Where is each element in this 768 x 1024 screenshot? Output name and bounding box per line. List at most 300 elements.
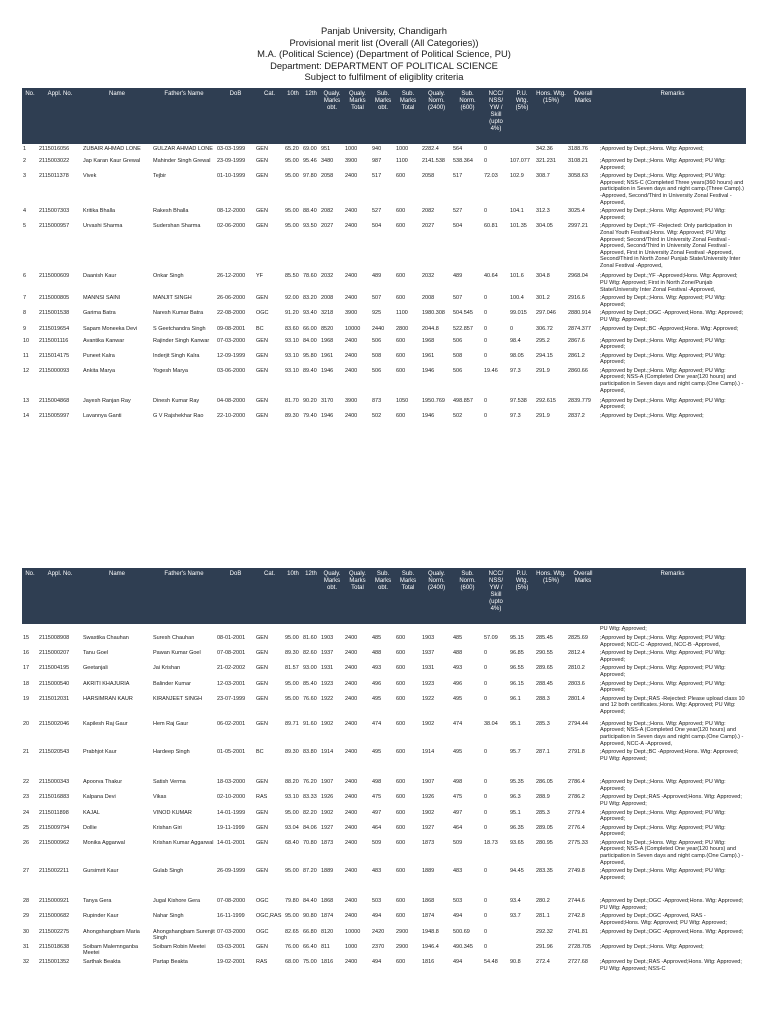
- cell-qualy-marks-total: 2400: [345, 665, 358, 672]
- cell-hons-wtg: 285.45: [536, 635, 553, 641]
- cell-overall-marks: 2810.2: [568, 665, 585, 672]
- cell-category: GEN: [256, 208, 268, 215]
- eligibility-note: Subject to fulfilment of eligiblity criteria: [304, 71, 464, 83]
- cell-sub-norm: 564: [453, 146, 463, 152]
- cell-dob: 04-08-2000: [217, 397, 246, 404]
- cell-father-name: Mahinder Singh Grewal: [153, 158, 211, 164]
- cell-dob: 22-08-2000: [217, 310, 246, 317]
- cell-qualy-marks-total: 2400: [345, 273, 358, 280]
- cell-hons-wtg: 287.1: [536, 749, 550, 756]
- cell-qualy-norm: 1816: [422, 959, 435, 965]
- column-header-remarks: Remarks: [599, 88, 746, 144]
- cell-hons-wtg: 291.9: [536, 413, 550, 420]
- cell-category: GEN: [256, 868, 268, 875]
- cell-qualy-marks-total: 2400: [345, 413, 358, 420]
- cell-qualy-marks-total: 2400: [345, 913, 358, 920]
- continuation-row: [22, 624, 746, 633]
- cell-marks-12th: 66.40: [303, 943, 317, 950]
- cell-marks-10th: 68.40: [285, 839, 299, 846]
- cell-appl-no: 2115020543: [39, 749, 70, 756]
- cell-category: GEN: [256, 367, 268, 374]
- cell-marks-12th: 82.20: [303, 809, 317, 816]
- cell-sub-marks-total: 2900: [396, 928, 409, 935]
- cell-no: 10: [23, 337, 30, 344]
- page-header: [0, 25, 768, 83]
- cell-pu-wtg: [509, 144, 535, 156]
- cell-remarks: ;Approved by Dept.;;Hons. Wtg: Approved; PU Wtg: Approved;: [600, 809, 726, 823]
- cell-qualy-marks-total: 2400: [345, 295, 358, 302]
- cell-sub-norm: 506: [453, 367, 463, 374]
- cell-qualy-marks-total: 2400: [345, 824, 358, 831]
- cell-sub-marks-obt: 517: [372, 173, 382, 180]
- table-row: [22, 366, 746, 396]
- cell-qualy-marks-obt: 1889: [321, 868, 334, 875]
- course-name: M.A. (Political Science) (Department of Political Science, PU): [257, 48, 511, 60]
- cell-no: 2: [23, 158, 27, 164]
- cell-no: 1: [23, 146, 27, 152]
- cell-overall-marks: 2997.21: [568, 223, 588, 230]
- cell-no: 6: [23, 273, 27, 280]
- cell-name: ZUBAIR AHMAD LONE: [83, 146, 141, 152]
- cell-marks-12th: 93.00: [303, 665, 317, 672]
- cell-ncc-nss-yw-skill: 0: [484, 397, 488, 404]
- cell-dob: 03-03-2001: [217, 943, 246, 950]
- column-header-qualy-marks-obt: Qualy. Marks obt.: [320, 568, 344, 624]
- cell-sub-norm: 509: [453, 839, 463, 846]
- cell-hons-wtg: 285.3: [536, 809, 550, 816]
- cell-appl-no: 2115016883: [39, 794, 70, 801]
- cell-overall-marks: 2786.2: [568, 794, 585, 801]
- cell-marks-10th: 93.10: [285, 794, 299, 801]
- cell-sub-marks-total: 600: [396, 650, 406, 657]
- cell-no: 21: [23, 749, 30, 756]
- cell-qualy-marks-total: 1000: [345, 146, 358, 152]
- cell-marks-10th: 95.00: [285, 680, 299, 687]
- cell-qualy-norm: 1968: [422, 337, 435, 344]
- cell-sub-marks-total: 600: [396, 367, 406, 374]
- table-row: [22, 942, 746, 957]
- cell-remarks: ;Approved by Dept.;YF -Rejected: Only participation in Zonal Youth Festival;Hons. Wtg: Approved; PU Wtg: Approved; Second/Third in University Zonal Festival -Approved, Second/Third in University Zonal Festival -Approved, First in University Zonal Festival -Approved, Second/Third in North Zone/ Punjab State/University Inter Zonal Festival -Approved,: [600, 223, 741, 269]
- cell-pu-wtg: 100.4: [510, 295, 524, 302]
- cell-overall-marks: 2742.8: [568, 913, 585, 920]
- cell-name: Ahongshangbam Maria: [83, 928, 140, 935]
- cell-name: Urvashi Sharma: [83, 223, 123, 230]
- cell-pu-wtg: 97.538: [510, 397, 527, 404]
- cell-qualy-marks-obt: 1923: [321, 680, 334, 687]
- cell-dob: 08-12-2000: [217, 208, 246, 215]
- cell-qualy-norm: 2141.538: [422, 158, 445, 164]
- cell-name: Kritika Bhalla: [83, 208, 116, 215]
- cell-dob: 18-03-2000: [217, 779, 246, 786]
- cell-appl-no: 2115000540: [39, 680, 70, 687]
- merit-table-page-1: [22, 88, 746, 423]
- cell-sub-marks-obt: 495: [372, 695, 382, 702]
- cell-hons-wtg: 297.046: [536, 310, 556, 317]
- column-header-no: No.: [22, 88, 38, 144]
- table-row: [22, 694, 746, 719]
- cell-appl-no: 2115007303: [39, 208, 70, 215]
- cell-sub-norm: 504: [453, 223, 463, 230]
- cell-marks-10th: 95.00: [285, 173, 299, 180]
- cell-appl-no: 2115011378: [39, 173, 69, 180]
- cell-qualy-marks-obt: 1937: [321, 650, 334, 657]
- table-row: [22, 324, 746, 336]
- table-row: [22, 293, 746, 308]
- cell-dob: 07-03-2000: [217, 928, 246, 935]
- cell-father-name: MANJIT SINGH: [153, 295, 192, 302]
- cell-sub-norm: 493: [453, 665, 463, 672]
- column-header-category: Cat.: [255, 568, 284, 624]
- cell-ncc-nss-yw-skill: 18.73: [484, 839, 498, 846]
- cell-pu-wtg: 95.15: [510, 635, 524, 641]
- cell-dob: 07-08-2001: [217, 650, 246, 657]
- cell-sub-norm: 464: [453, 824, 463, 831]
- cell-hons-wtg: 304.05: [536, 223, 553, 230]
- cell-appl-no: 2115000343: [39, 779, 70, 786]
- table-row: [22, 271, 746, 293]
- cell-no: 3: [23, 173, 27, 180]
- cell-pu-wtg: 102.9: [510, 173, 524, 180]
- cell-remarks: ;Approved by Dept.;;Hons. Wtg: Approved; PU Wtg: Approved; NCC-C -Approved, NCC-B -Approved,: [600, 635, 726, 648]
- cell-marks-10th: 76.00: [285, 943, 299, 950]
- cell-qualy-marks-total: 2400: [345, 367, 358, 374]
- cell-sub-norm: 483: [453, 868, 463, 875]
- cell-ncc-nss-yw-skill: 19.46: [484, 367, 498, 374]
- cell-qualy-marks-obt: 1968: [321, 337, 334, 344]
- cell-sub-marks-total: 600: [396, 824, 406, 831]
- cell-ncc-nss-yw-skill: 0: [484, 695, 488, 702]
- cell-remarks: ;Approved by Dept.;OGC -Approved;Hons. Wtg: Approved; PU Wtg: Approved;: [600, 310, 744, 323]
- cell-sub-norm: 474: [453, 720, 463, 727]
- cell-qualy-marks-total: 10000: [345, 325, 361, 332]
- cell-father-name: Ahongshangbam Surenjit Singh: [153, 928, 215, 942]
- cell-no: 25: [23, 824, 30, 831]
- cell-overall-marks: 2727.68: [568, 959, 588, 965]
- cell-sub-marks-total: 600: [396, 868, 406, 875]
- cell-no: 29: [23, 913, 30, 920]
- cell-overall-marks: 2825.69: [568, 635, 588, 641]
- cell-name: Soibam Malemnganba Meetei: [83, 943, 139, 957]
- table-row: [22, 206, 746, 221]
- cell-marks-12th: 66.00: [303, 325, 317, 332]
- cell-dob: 01-05-2001: [217, 749, 246, 756]
- cell-hons-wtg: 308.7: [536, 173, 550, 180]
- cell-overall-marks: 2779.4: [568, 809, 585, 816]
- cell-name: Swastika Chauhan: [83, 635, 129, 641]
- cell-category: GEN: [256, 146, 268, 152]
- cell-pu-wtg: 96.35: [510, 824, 524, 831]
- cell-marks-10th: 89.71: [285, 720, 299, 727]
- cell-name: Sarthak Beakta: [83, 959, 121, 965]
- cell-marks-10th: 95.00: [285, 809, 299, 816]
- cell-marks-10th: 95.00: [285, 208, 299, 215]
- cell-appl-no: 2115000962: [39, 839, 70, 846]
- cell-ncc-nss-yw-skill: 0: [484, 413, 488, 420]
- cell-appl-no: 2115014175: [39, 352, 70, 359]
- cell-overall-marks: 2791.8: [568, 749, 585, 756]
- table-row: [22, 648, 746, 663]
- cell-ncc-nss-yw-skill: 0: [484, 809, 488, 816]
- cell-name: Rupinder Kaur: [83, 913, 119, 920]
- cell-sub-marks-obt: 475: [372, 794, 382, 801]
- column-header-sub-norm: Sub. Norm. (600): [452, 568, 483, 624]
- cell-overall-marks: 2801.4: [568, 695, 585, 702]
- cell-sub-norm: 508: [453, 352, 463, 359]
- cell-sub-marks-obt: 506: [372, 337, 382, 344]
- cell-father-name: Jai Krishan: [153, 665, 181, 672]
- cell-name: Tanu Goel: [83, 650, 109, 657]
- cell-qualy-norm: 1923: [422, 680, 435, 687]
- table-row: [22, 171, 746, 206]
- cell-no: 17: [23, 665, 30, 672]
- cell-qualy-marks-obt: 2032: [321, 273, 334, 280]
- cell-dob: 03-03-1999: [217, 146, 246, 152]
- cell-qualy-marks-obt: 1914: [321, 749, 334, 756]
- cell-no: 24: [23, 809, 30, 816]
- cell-category: GEN: [256, 809, 268, 816]
- cell-hons-wtg: 342.36: [536, 146, 553, 152]
- cell-remarks: ;Approved by Dept.;RAS -Rejected: Please upload class 10 and 12 both certificates.;Hons. Wtg: Approved; PU Wtg: Approved;: [600, 695, 745, 715]
- cell-sub-marks-total: 600: [396, 749, 406, 756]
- cell-category: GEN: [256, 720, 268, 727]
- table-row: [22, 719, 746, 747]
- cell-marks-10th: 88.20: [285, 779, 299, 786]
- cell-name: Sapam Moneeka Devi: [83, 325, 138, 332]
- column-header-father-name: Father's Name: [152, 568, 216, 624]
- column-header-remarks: Remarks: [599, 568, 746, 624]
- cell-remarks: ;Approved by Dept.;YF -Approved;Hons. Wtg: Approved; PU Wtg: Approved; First in North Zone/Punjab State/University Inter Zonal Festival -Approved,: [600, 273, 738, 293]
- table-row: [22, 396, 746, 411]
- cell-hons-wtg: 292.615: [536, 397, 556, 404]
- cell-dob: 14-01-2001: [217, 839, 246, 846]
- cell-overall-marks: 3058.63: [568, 173, 588, 180]
- cell-no: 19: [23, 695, 30, 702]
- cell-father-name: Naresh Kumar Batra: [153, 310, 204, 317]
- column-header-dob: DoB: [216, 88, 255, 144]
- cell-qualy-marks-obt: 1946: [321, 367, 334, 374]
- cell-qualy-norm: 1926: [422, 794, 435, 801]
- table-row: [22, 957, 746, 972]
- cell-qualy-norm: 1868: [422, 898, 435, 905]
- cell-ncc-nss-yw-skill: 0: [484, 928, 488, 935]
- cell-remarks: ;Approved by Dept.;RAS -Approved;Hons. Wtg: Approved; PU Wtg: Approved; NSS-C: [600, 959, 742, 972]
- cell-qualy-marks-total: 3900: [345, 397, 358, 404]
- cell-hons-wtg: 281.1: [536, 913, 550, 920]
- table-row: [22, 896, 746, 911]
- cell-remarks: ;Approved by Dept.;;Hons. Wtg: Approved; PU Wtg: Approved;: [600, 158, 726, 171]
- cell-father-name: KIRANJEET SINGH: [153, 695, 203, 702]
- cell-overall-marks: 2968.04: [568, 273, 588, 280]
- cell-no: 28: [23, 898, 30, 905]
- cell-qualy-marks-obt: 1946: [321, 413, 334, 420]
- cell-father-name: Krishan Giri: [153, 824, 182, 831]
- cell-appl-no: 2115009794: [39, 824, 70, 831]
- cell-remarks: ;Approved by Dept.;;Hons. Wtg: Approved;: [600, 413, 704, 420]
- cell-dob: 21-02-2002: [217, 665, 246, 672]
- cell-pu-wtg: 98.05: [510, 352, 524, 359]
- cell-remarks: ;Approved by Dept.;;Hons. Wtg: Approved; PU Wtg: Approved;: [600, 397, 726, 411]
- cell-name: Apoorva Thakur: [83, 779, 123, 786]
- cell-dob: 26-09-1999: [217, 868, 246, 875]
- cell-hons-wtg: 312.3: [536, 208, 550, 215]
- cell-dob: 26-12-2000: [217, 273, 246, 280]
- cell-qualy-marks-total: 2400: [345, 173, 358, 180]
- cell-appl-no: 2115001352: [39, 959, 70, 965]
- cell-remarks: ;Approved by Dept.;;Hons. Wtg: Approved; PU Wtg: Approved;: [600, 868, 726, 881]
- cell-marks-12th: 81.60: [303, 635, 317, 641]
- cell-sub-marks-total: 600: [396, 839, 406, 846]
- column-header-marks-10th: 10th: [284, 88, 302, 144]
- cell-appl-no: 2115002046: [39, 720, 70, 727]
- cell-qualy-marks-obt: 1927: [321, 824, 334, 831]
- table-row: [22, 663, 746, 678]
- cell-sub-marks-total: 600: [396, 794, 406, 801]
- cell-ncc-nss-yw-skill: 38.04: [484, 720, 498, 727]
- cell-pu-wtg: 93.7: [510, 913, 521, 920]
- cell-qualy-marks-total: 10000: [345, 928, 361, 935]
- cell-name: Prabhjot Kaur: [83, 749, 117, 756]
- cell-qualy-marks-total: 2400: [345, 650, 358, 657]
- cell-sub-marks-total: 600: [396, 337, 406, 344]
- cell-appl-no: 2115011898: [39, 809, 69, 816]
- cell-pu-wtg: 97.3: [510, 413, 521, 420]
- cell-category: OGC: [256, 928, 269, 935]
- cell-qualy-norm: 1946.4: [422, 943, 439, 950]
- table-header-row: [22, 88, 746, 144]
- cell-marks-10th: 93.10: [285, 352, 299, 359]
- cell-qualy-norm: 2032: [422, 273, 435, 280]
- table-row: [22, 351, 746, 366]
- cell-overall-marks: 2786.4: [568, 779, 585, 786]
- cell-dob: 23-07-1999: [217, 695, 246, 702]
- cell-sub-marks-total: 600: [396, 173, 406, 180]
- cell-qualy-marks-obt: 1902: [321, 809, 334, 816]
- cell-no: 30: [23, 928, 30, 935]
- column-header-appl-no: Appl. No.: [38, 88, 82, 144]
- cell-qualy-marks-obt: 8520: [321, 325, 334, 332]
- cell-father-name: VINOD KUMAR: [153, 809, 192, 816]
- cell-category: GEN: [256, 397, 268, 404]
- cell-qualy-marks-total: 2400: [345, 898, 358, 905]
- column-header-qualy-marks-total: Qualy. Marks Total: [344, 88, 371, 144]
- cell-sub-norm: 488: [453, 650, 463, 657]
- university-name: Panjab University, Chandigarh: [321, 25, 447, 36]
- cell-name: Daanish Kaur: [83, 273, 117, 280]
- cell-ncc-nss-yw-skill: 0: [484, 665, 488, 672]
- cell-sub-marks-total: 1100: [396, 158, 408, 164]
- cell-marks-12th: 84.40: [303, 898, 317, 905]
- cell-hons-wtg: 306.72: [536, 325, 553, 332]
- cell-sub-marks-obt: 495: [372, 749, 382, 756]
- cell-marks-12th: 97.80: [303, 173, 317, 180]
- cell-name: Lavannya Ganti: [83, 413, 122, 420]
- cell-qualy-marks-total: 3900: [345, 158, 358, 164]
- cell-overall-marks: 2803.6: [568, 680, 585, 687]
- cell-name: Tanya Gera: [83, 898, 112, 905]
- cell-overall-marks: 2861.2: [568, 352, 585, 359]
- cell-category: GEN: [256, 413, 268, 420]
- cell-no: 27: [23, 868, 30, 875]
- cell-sub-marks-total: 600: [396, 898, 406, 905]
- cell-marks-10th: 95.00: [285, 868, 299, 875]
- cell-hons-wtg: 291.96: [536, 943, 553, 950]
- cell-qualy-marks-total: 2400: [345, 695, 358, 702]
- column-header-qualy-norm: Qualy. Norm. (2400): [421, 568, 452, 624]
- cell-sub-marks-obt: 488: [372, 650, 382, 657]
- cell-remarks: ;Approved by Dept.;;Hons. Wtg: Approved; PU Wtg: Approved;: [600, 680, 726, 694]
- cell-qualy-marks-obt: 1873: [321, 839, 334, 846]
- table-row: [22, 633, 746, 648]
- cell-pu-wtg: 93.4: [510, 898, 521, 905]
- cell-father-name: GULZAR AHMAD LONE: [153, 146, 213, 152]
- cell-overall-marks: 2741.81: [568, 928, 588, 935]
- table-row: [22, 792, 746, 807]
- column-header-sub-norm: Sub. Norm. (600): [452, 88, 483, 144]
- cell-father-name: Pawan Kumar Goel: [153, 650, 201, 657]
- cell-appl-no: 2115004195: [39, 665, 70, 672]
- cell-dob: 07-08-2000: [217, 898, 246, 905]
- column-header-pu-wtg: P.U. Wtg. (5%): [509, 568, 535, 624]
- cell-sub-norm: 522.857: [453, 325, 473, 332]
- cell-sub-marks-obt: 493: [372, 665, 382, 672]
- cell-appl-no: 2115019654: [39, 325, 70, 332]
- cell-sub-marks-obt: 494: [372, 913, 382, 920]
- cell-name: AKRITI KHAJURIA: [83, 680, 130, 687]
- cell-no: 14: [23, 413, 30, 420]
- cell-ncc-nss-yw-skill: 0: [484, 310, 488, 317]
- cell-sub-norm: 498.857: [453, 397, 473, 404]
- cell-pu-wtg: 0: [510, 325, 514, 332]
- cell-hons-wtg: 283.35: [536, 868, 553, 875]
- cell-remarks: ;Approved by Dept.;;Hons. Wtg: Approved; PU Wtg: Approved;: [600, 650, 726, 663]
- cell-sub-marks-obt: 508: [372, 352, 382, 359]
- cell-marks-12th: 76.20: [303, 779, 317, 786]
- cell-qualy-marks-obt: 1961: [321, 352, 334, 359]
- cell-overall-marks: 3188.76: [568, 146, 588, 152]
- cell-hons-wtg: 294.15: [536, 352, 553, 359]
- cell-marks-10th: 95.00: [285, 695, 299, 702]
- cell-dob: 16-11-1999: [217, 913, 245, 920]
- cell-category: YF: [256, 273, 264, 280]
- cell-sub-norm: 495: [453, 695, 463, 702]
- cell-sub-norm: 503: [453, 898, 463, 905]
- cell-sub-marks-total: 600: [396, 959, 406, 965]
- cell-sub-marks-obt: 2420: [372, 928, 385, 935]
- cell-qualy-marks-obt: 1926: [321, 794, 334, 801]
- column-header-name: Name: [82, 88, 152, 144]
- cell-marks-12th: 69.00: [303, 146, 317, 152]
- cell-sub-marks-total: 1050: [396, 397, 409, 404]
- cell-category: RAS: [256, 959, 268, 965]
- cell-hons-wtg: 272.4: [536, 959, 550, 965]
- cell-ncc-nss-yw-skill: 0: [484, 824, 488, 831]
- cell-marks-12th: 75.00: [303, 959, 317, 965]
- table-row: [22, 336, 746, 351]
- cell-father-name: Partap Beakta: [153, 959, 188, 965]
- cell-appl-no: 2115005997: [39, 413, 70, 420]
- cell-qualy-norm: 1922: [422, 695, 435, 702]
- table-row: [22, 808, 746, 823]
- cell-dob: 19-02-2001: [217, 959, 246, 965]
- cell-sub-marks-total: 2900: [396, 943, 409, 950]
- cell-overall-marks: 2874.377: [568, 325, 591, 332]
- cell-sub-marks-total: 600: [396, 413, 406, 420]
- column-header-ncc-nss-yw-skill: NCC/ NSS/ YW / Skill (upto 4%): [483, 88, 509, 144]
- cell-ncc-nss-yw-skill: 0: [484, 779, 488, 786]
- cell-dob: 19-11-1999: [217, 824, 245, 831]
- table-body: [22, 144, 746, 423]
- cell-qualy-marks-total: 2400: [345, 352, 358, 359]
